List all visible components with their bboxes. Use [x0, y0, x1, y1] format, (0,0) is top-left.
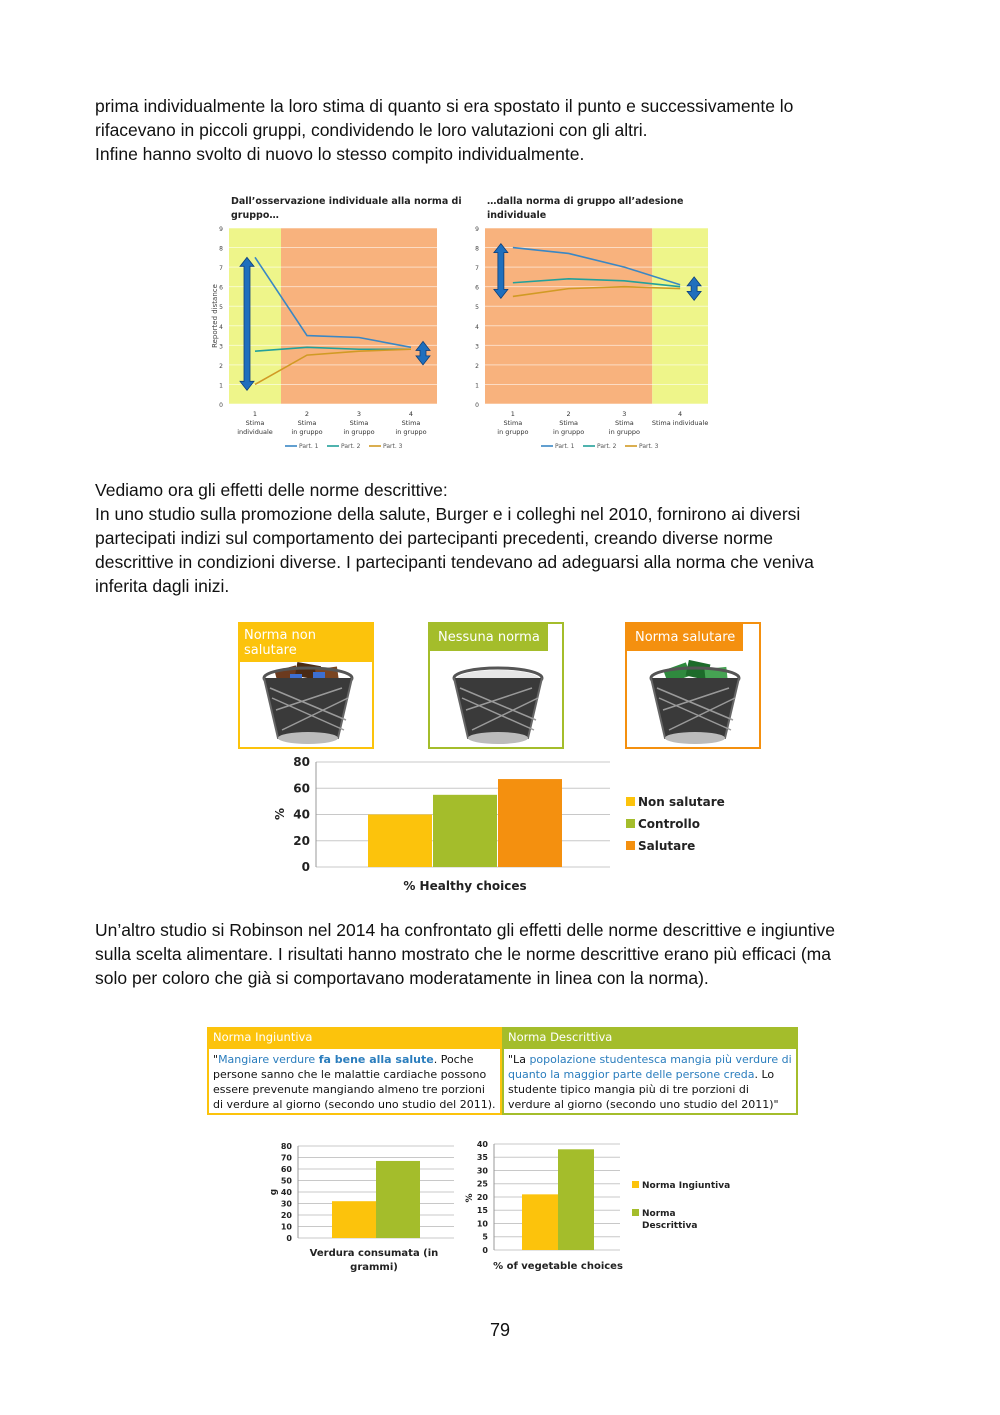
y-tick-label: 0: [475, 402, 479, 409]
y-tick-label: 40: [476, 1139, 488, 1149]
y-tick-label: 60: [280, 1164, 292, 1174]
legend-label: Salutare: [638, 839, 696, 853]
y-tick-label: 0: [219, 402, 223, 409]
panel-title: Norma salutare: [627, 624, 743, 651]
page-number: 79: [489, 1320, 511, 1340]
y-tick-label: 1: [219, 382, 223, 390]
legend-swatch: [626, 841, 635, 850]
descriptive-norm-title: Norma Descrittiva: [502, 1027, 798, 1049]
y-tick-label: 1: [475, 382, 479, 390]
y-tick-label: 4: [475, 323, 479, 331]
y-tick-label: 3: [219, 343, 223, 351]
y-tick-label: 7: [475, 265, 479, 273]
paragraph-line: partecipati indizi sul comportamento dei partecipanti precedenti, creando diverse norme: [95, 528, 774, 548]
y-tick-label: 70: [280, 1153, 292, 1163]
bar-norma-ingiuntiva: [522, 1194, 558, 1250]
legend-label: Descrittiva: [642, 1221, 698, 1231]
bar-norma-descrittiva: [376, 1161, 420, 1238]
paragraph-line: sulla scelta alimentare. I risultati hanno mostrato che le norme descrittive erano più efficaci (ma: [95, 944, 831, 964]
y-tick-label: 5: [219, 304, 223, 312]
y-tick-label: 0: [482, 1245, 488, 1255]
paragraph-line: solo per coloro che già si comportavano moderatamente in linea con la norma).: [95, 968, 709, 988]
x-tick-label: 3: [622, 410, 627, 418]
y-tick-label: 8: [475, 245, 479, 253]
x-tick-label: in gruppo: [608, 428, 640, 436]
y-tick-label: 10: [476, 1219, 488, 1229]
y-tick-label: 80: [280, 1141, 292, 1151]
legend-label: Part. 3: [639, 443, 659, 450]
background-band-group: [485, 228, 652, 404]
y-tick-label: 25: [476, 1179, 488, 1189]
intro-line: Infine hanno svolto di nuovo lo stesso compito individualmente.: [95, 144, 585, 164]
panel-norma-non-salutare: [238, 622, 374, 749]
bar-norma-descrittiva: [558, 1149, 594, 1250]
paragraph-line: Un’altro studio si Robinson nel 2014 ha confrontato gli effetti delle norme descrittive e ingiuntive: [95, 920, 835, 940]
y-tick-label: 20: [293, 833, 310, 848]
injunctive-norm-box: [207, 1027, 502, 1115]
x-tick-label: Stima: [614, 419, 634, 427]
x-tick-label: Stima: [349, 419, 369, 427]
x-tick-label: Stima: [245, 419, 265, 427]
descriptive-norms-paragraph: [95, 478, 915, 598]
x-tick-label: 1: [252, 410, 258, 418]
chart-title-line: Dall’osservazione individuale alla norma di: [231, 196, 462, 207]
background-band-individual: [229, 228, 281, 404]
y-tick-label: 30: [280, 1199, 292, 1209]
paragraph-line: In uno studio sulla promozione della salute, Burger e i colleghi nel 2010, fornirono ai diversi: [95, 504, 801, 524]
legend-swatch: [626, 797, 635, 806]
panel-title: Nessuna norma: [430, 624, 548, 651]
y-tick-label: 6: [219, 284, 223, 292]
x-axis-label: % of vegetable choices: [493, 1261, 623, 1272]
panel-title: Norma non salutare: [240, 624, 372, 662]
y-tick-label: 20: [280, 1210, 292, 1220]
legend-swatch: [626, 819, 635, 828]
legend-label: Part. 1: [555, 443, 575, 450]
y-tick-label: 10: [280, 1222, 292, 1232]
x-tick-label: in gruppo: [343, 428, 375, 436]
x-axis-label: Verdura consumata (in: [309, 1248, 439, 1259]
vegetables-grams-bar-chart: [262, 1138, 462, 1278]
sherif-left-chart: [211, 196, 462, 450]
y-tick-label: 5: [475, 304, 479, 312]
y-tick-label: 80: [293, 755, 310, 770]
paragraph-line: inferita dagli inizi.: [95, 576, 230, 596]
x-tick-label: Stima: [297, 419, 317, 427]
wastebasket-healthy-snacks-icon: [645, 660, 745, 746]
x-axis-label: % Healthy choices: [403, 879, 527, 893]
y-tick-label: 20: [476, 1192, 488, 1202]
legend-swatch: [632, 1209, 639, 1216]
y-tick-label: 2: [219, 362, 223, 370]
chart-title-line: individuale: [487, 210, 547, 221]
y-tick-label: 50: [280, 1176, 292, 1186]
y-axis-label: %: [465, 1193, 475, 1203]
intro-paragraph: [95, 94, 915, 166]
legend-label: Norma Ingiuntiva: [642, 1181, 731, 1191]
injunctive-norm-title: Norma Ingiuntiva: [207, 1027, 502, 1049]
x-tick-label: Stima: [401, 419, 421, 427]
background-band-group: [281, 228, 437, 404]
legend-label: Controllo: [638, 817, 700, 831]
y-tick-label: 5: [482, 1232, 488, 1242]
x-tick-label: Stima individuale: [651, 419, 709, 427]
x-tick-label: 2: [304, 410, 310, 418]
x-tick-label: in gruppo: [497, 428, 529, 436]
x-tick-label: 1: [510, 410, 515, 418]
descriptive-norm-quote: "La popolazione studentesca mangia più verdure di quanto la maggior parte delle persone creda. Lo studente tipico mangia più di tre porzioni di verdure al giorno (secondo uno studio del 2011)": [502, 1049, 798, 1115]
y-tick-label: 40: [293, 807, 310, 822]
x-tick-label: 3: [356, 410, 362, 418]
sherif-right-chart: [475, 196, 708, 450]
x-tick-label: Stima: [503, 419, 523, 427]
legend-label: Part. 2: [597, 443, 617, 450]
descriptive-norm-box: [502, 1027, 798, 1115]
x-tick-label: 4: [678, 410, 683, 418]
x-tick-label: in gruppo: [395, 428, 427, 436]
healthy-choices-bar-chart: [260, 752, 740, 902]
y-tick-label: 6: [475, 284, 479, 292]
y-tick-label: 0: [301, 860, 310, 875]
x-tick-label: individuale: [237, 428, 273, 436]
y-tick-label: 0: [286, 1233, 292, 1243]
bar-controllo: [433, 795, 497, 867]
chart-title-line: gruppo…: [231, 210, 279, 221]
y-tick-label: 7: [219, 265, 223, 273]
panel-nessuna-norma: [428, 622, 564, 749]
chart-title-line: …dalla norma di gruppo all’adesione: [487, 196, 684, 207]
sherif-charts: [205, 190, 735, 460]
y-tick-label: 35: [476, 1153, 488, 1163]
legend-label: Part. 2: [341, 443, 361, 450]
y-tick-label: 3: [475, 343, 479, 351]
wastebasket-empty-icon: [448, 660, 548, 746]
intro-line: prima individualmente la loro stima di quanto si era spostato il punto e successivamente lo: [95, 96, 794, 116]
bar-non-salutare: [368, 815, 432, 868]
bar-norma-ingiuntiva: [332, 1201, 376, 1238]
y-axis-label: Reported distance: [211, 284, 219, 348]
wastebasket-candy-icon: [258, 660, 358, 746]
paragraph-line: Vediamo ora gli effetti delle norme descrittive:: [95, 480, 448, 500]
vegetable-choices-bar-chart: [460, 1138, 740, 1278]
y-tick-label: 60: [293, 781, 310, 796]
legend-label: Non salutare: [638, 795, 725, 809]
x-tick-label: Stima: [559, 419, 579, 427]
y-tick-label: 30: [476, 1166, 488, 1176]
paragraph-line: descrittive in condizioni diverse. I partecipanti tendevano ad adeguarsi alla norma che veniva: [95, 552, 814, 572]
legend-label: Part. 1: [299, 443, 319, 450]
y-tick-label: 4: [219, 323, 223, 331]
background-band-individual: [652, 228, 708, 404]
injunctive-norm-quote: "Mangiare verdure fa bene alla salute. Poche persone sanno che le malattie cardiache possono essere prevenute mangiando almeno tre porzioni di verdure al giorno (secondo uno studio del 2011).: [207, 1049, 502, 1115]
robinson-paragraph: [95, 918, 915, 990]
x-tick-label: in gruppo: [291, 428, 323, 436]
y-axis-label: g: [269, 1188, 279, 1196]
y-tick-label: 9: [475, 226, 479, 233]
bar-salutare: [498, 779, 562, 867]
intro-line: rifacevano in piccoli gruppi, condividendo le loro valutazioni con gli altri.: [95, 120, 648, 140]
x-tick-label: 2: [566, 410, 571, 418]
y-tick-label: 2: [475, 362, 479, 370]
x-tick-label: 4: [408, 410, 414, 418]
x-tick-label: in gruppo: [553, 428, 585, 436]
panel-norma-salutare: [625, 622, 761, 749]
y-tick-label: 8: [219, 245, 223, 253]
x-axis-label: grammi): [350, 1262, 398, 1273]
legend-swatch: [632, 1181, 639, 1188]
y-tick-label: 40: [280, 1187, 292, 1197]
legend-label: Part. 3: [383, 443, 403, 450]
legend-label: Norma: [642, 1209, 676, 1219]
y-tick-label: 9: [219, 226, 223, 233]
y-tick-label: 15: [476, 1206, 488, 1216]
y-axis-label: %: [273, 807, 287, 821]
